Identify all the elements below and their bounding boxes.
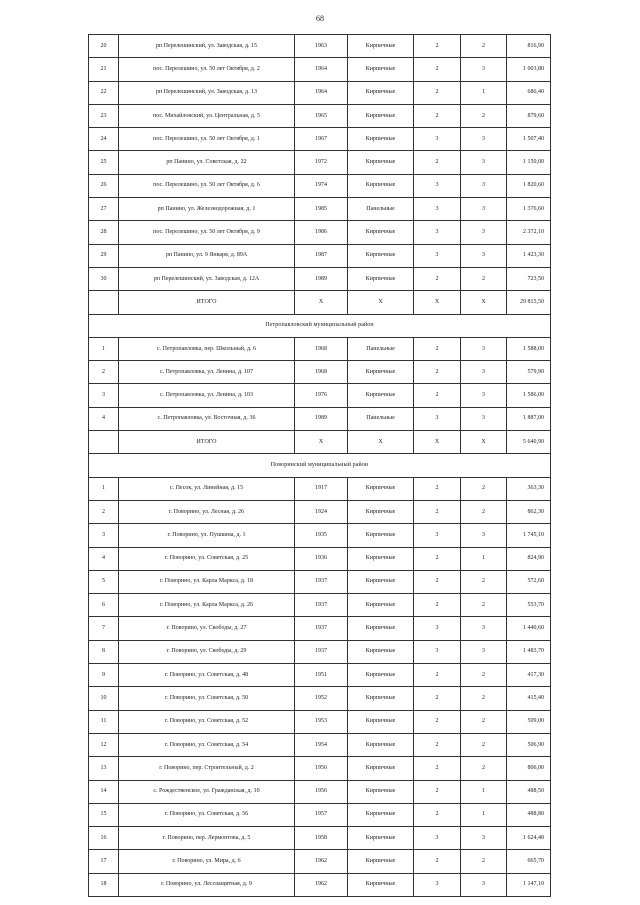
entrances-cell: 2 (461, 570, 507, 593)
entrances-cell: 2 (461, 687, 507, 710)
address-cell: с. Рождественское, ул. Гражданская, д. 10 (119, 780, 295, 803)
row-number-cell: 23 (89, 104, 119, 127)
address-cell: г. Поворино, ул. Советская, д. 25 (119, 547, 295, 570)
wall-material-cell: Кирпичные (348, 244, 414, 267)
row-number-cell: 16 (89, 827, 119, 850)
wall-material-cell: Кирпичные (348, 524, 414, 547)
year-built-cell: 1967 (295, 128, 348, 151)
entrances-cell: 3 (461, 827, 507, 850)
entrances-cell: 2 (461, 710, 507, 733)
entrances-cell: 3 (461, 617, 507, 640)
wall-material-cell: Кирпичные (348, 500, 414, 523)
table-row (89, 35, 551, 58)
year-built-cell: 1954 (295, 733, 348, 756)
floors-cell: 2 (414, 477, 461, 500)
address-cell: г. Поворино, ул. Свободы, д. 29 (119, 640, 295, 663)
entrances-cell: 3 (461, 337, 507, 360)
area-cell: 806,00 (507, 757, 551, 780)
section-header-row (89, 454, 551, 477)
floors-cell: 2 (414, 267, 461, 290)
address-cell: г. Поворино, ул. Мира, д. 6 (119, 850, 295, 873)
address-cell: г. Поворино, ул. Карла Маркса, д. 18 (119, 570, 295, 593)
year-built-cell: 1968 (295, 337, 348, 360)
floors-cell: 2 (414, 547, 461, 570)
entrances-cell: 3 (461, 198, 507, 221)
address-cell: пос. Михайловский, ул. Центральная, д. 5 (119, 104, 295, 127)
year-built-cell: 1953 (295, 710, 348, 733)
address-cell: рп Перелешинский, ул. Заводская, д. 15 (119, 35, 295, 58)
year-built-cell: 1985 (295, 198, 348, 221)
area-cell: 1 003,80 (507, 58, 551, 81)
area-cell: 1 586,00 (507, 384, 551, 407)
section-title: Петропавловский муниципальный район (89, 314, 551, 337)
entrances-cell: 2 (461, 664, 507, 687)
floors-cell: 2 (414, 780, 461, 803)
wall-material-cell: Кирпичные (348, 477, 414, 500)
year-built-cell: 1989 (295, 267, 348, 290)
table-row (89, 710, 551, 733)
total-area-cell: 5 640,90 (507, 431, 551, 454)
floors-cell: 3 (414, 407, 461, 430)
row-number-cell: 24 (89, 128, 119, 151)
entrances-cell: 2 (461, 267, 507, 290)
address-cell: с. Петропавловка, ул. Восточная, д. 36 (119, 407, 295, 430)
wall-material-cell: Кирпичные (348, 780, 414, 803)
year-built-cell: 1937 (295, 640, 348, 663)
floors-cell: 3 (414, 640, 461, 663)
row-number-cell: 26 (89, 174, 119, 197)
area-cell: 417,30 (507, 664, 551, 687)
floors-cell: 3 (414, 873, 461, 896)
total-label-cell: ИТОГО (119, 291, 295, 314)
year-built-cell: 1957 (295, 803, 348, 826)
table-row (89, 104, 551, 127)
row-number-cell: 2 (89, 500, 119, 523)
table-row (89, 547, 551, 570)
floors-cell: 2 (414, 35, 461, 58)
total-entrances-cell: X (461, 431, 507, 454)
area-cell: 1 147,10 (507, 873, 551, 896)
row-number-cell: 27 (89, 198, 119, 221)
address-cell: с. Петропавловка, ул. Ленина, д. 103 (119, 384, 295, 407)
area-cell: 509,00 (507, 710, 551, 733)
wall-material-cell: Кирпичные (348, 757, 414, 780)
row-number-cell: 14 (89, 780, 119, 803)
floors-cell: 3 (414, 174, 461, 197)
wall-material-cell: Кирпичные (348, 873, 414, 896)
address-cell: с. Петропавловка, ул. Ленина, д. 107 (119, 361, 295, 384)
wall-material-cell: Кирпичные (348, 687, 414, 710)
table-row (89, 58, 551, 81)
year-built-cell: 1963 (295, 35, 348, 58)
floors-cell: 3 (414, 617, 461, 640)
address-cell: г. Поворино, ул. Свободы, д. 27 (119, 617, 295, 640)
area-cell: 824,90 (507, 547, 551, 570)
entrances-cell: 3 (461, 151, 507, 174)
address-cell: пос. Перелешино, ул. 50 лет Октября, д. 2 (119, 58, 295, 81)
area-cell: 1 624,48 (507, 827, 551, 850)
table-row (89, 198, 551, 221)
address-cell: г. Поворино, ул. Карла Маркса, д. 26 (119, 594, 295, 617)
row-number-cell: 2 (89, 361, 119, 384)
year-built-cell: 1974 (295, 174, 348, 197)
year-built-cell: 1962 (295, 850, 348, 873)
table-row (89, 407, 551, 430)
address-cell: с. Петропавловка, пер. Школьный, д. 6 (119, 337, 295, 360)
year-built-cell: 1924 (295, 500, 348, 523)
section-title: Поворинский муниципальный район (89, 454, 551, 477)
area-cell: 572,60 (507, 570, 551, 593)
floors-cell: 2 (414, 361, 461, 384)
floors-cell: 2 (414, 500, 461, 523)
address-cell: рп Перелешинский, ул. Заводская, д. 13 (119, 81, 295, 104)
floors-cell: 3 (414, 244, 461, 267)
year-built-cell: 1937 (295, 570, 348, 593)
row-number-cell: 1 (89, 477, 119, 500)
wall-material-cell: Кирпичные (348, 174, 414, 197)
area-cell: 1 440,60 (507, 617, 551, 640)
row-number-cell: 6 (89, 594, 119, 617)
area-cell: 816,90 (507, 35, 551, 58)
row-number-cell: 21 (89, 58, 119, 81)
total-floors-cell: X (414, 291, 461, 314)
area-cell: 862,30 (507, 500, 551, 523)
entrances-cell: 1 (461, 547, 507, 570)
table-row (89, 524, 551, 547)
row-number-cell: 4 (89, 407, 119, 430)
floors-cell: 3 (414, 524, 461, 547)
floors-cell: 2 (414, 58, 461, 81)
entrances-cell: 1 (461, 803, 507, 826)
floors-cell: 2 (414, 710, 461, 733)
year-built-cell: 1937 (295, 594, 348, 617)
wall-material-cell: Панельные (348, 198, 414, 221)
year-built-cell: 1935 (295, 524, 348, 547)
address-cell: г. Поворино, ул. Лесозащитная, д. 9 (119, 873, 295, 896)
entrances-cell: 3 (461, 524, 507, 547)
year-built-cell: 1968 (295, 361, 348, 384)
row-number-cell: 13 (89, 757, 119, 780)
address-cell: г. Поворино, ул. Советская, д. 56 (119, 803, 295, 826)
table-body (89, 35, 551, 897)
table-row (89, 384, 551, 407)
table-row (89, 873, 551, 896)
floors-cell: 2 (414, 151, 461, 174)
area-cell: 1 150,00 (507, 151, 551, 174)
table-row (89, 361, 551, 384)
table-row (89, 594, 551, 617)
table-row (89, 570, 551, 593)
wall-material-cell: Кирпичные (348, 361, 414, 384)
table-row (89, 780, 551, 803)
area-cell: 579,90 (507, 361, 551, 384)
wall-material-cell: Кирпичные (348, 640, 414, 663)
year-built-cell: 1958 (295, 827, 348, 850)
section-header-row (89, 314, 551, 337)
wall-material-cell: Кирпичные (348, 710, 414, 733)
area-cell: 1 376,60 (507, 198, 551, 221)
entrances-cell: 3 (461, 384, 507, 407)
floors-cell: 3 (414, 198, 461, 221)
floors-cell: 2 (414, 757, 461, 780)
table-row (89, 617, 551, 640)
year-built-cell: 1972 (295, 151, 348, 174)
wall-material-cell: Кирпичные (348, 35, 414, 58)
entrances-cell: 2 (461, 477, 507, 500)
table-row (89, 477, 551, 500)
area-cell: 1 423,30 (507, 244, 551, 267)
wall-material-cell: Кирпичные (348, 850, 414, 873)
address-cell: рп Панино, ул. Советская, д. 22 (119, 151, 295, 174)
total-row (89, 431, 551, 454)
total-floors-cell: X (414, 431, 461, 454)
table-row (89, 803, 551, 826)
area-cell: 686,40 (507, 81, 551, 104)
row-number-cell: 12 (89, 733, 119, 756)
total-year-cell: X (295, 431, 348, 454)
total-year-cell: X (295, 291, 348, 314)
entrances-cell: 3 (461, 221, 507, 244)
year-built-cell: 1951 (295, 664, 348, 687)
address-cell: рп Перелешинский, ул. Заводская, д. 12А (119, 267, 295, 290)
entrances-cell: 1 (461, 780, 507, 803)
area-cell: 1 820,60 (507, 174, 551, 197)
wall-material-cell: Кирпичные (348, 58, 414, 81)
row-number-cell: 28 (89, 221, 119, 244)
address-cell: рп Панино, ул. 9 Января, д. 89А (119, 244, 295, 267)
wall-material-cell: Кирпичные (348, 221, 414, 244)
row-number-cell: 7 (89, 617, 119, 640)
address-cell: пос. Перелешино, ул. 50 лет Октября, д. 1 (119, 128, 295, 151)
row-number-cell: 17 (89, 850, 119, 873)
table-row (89, 757, 551, 780)
floors-cell: 3 (414, 128, 461, 151)
wall-material-cell: Кирпичные (348, 664, 414, 687)
row-number-cell: 5 (89, 570, 119, 593)
year-built-cell: 1937 (295, 617, 348, 640)
area-cell: 879,60 (507, 104, 551, 127)
area-cell: 1 745,10 (507, 524, 551, 547)
year-built-cell: 1962 (295, 873, 348, 896)
table-row (89, 687, 551, 710)
entrances-cell: 3 (461, 873, 507, 896)
table-row (89, 81, 551, 104)
floors-cell: 2 (414, 850, 461, 873)
total-row (89, 291, 551, 314)
table-row (89, 500, 551, 523)
area-cell: 665,70 (507, 850, 551, 873)
floors-cell: 2 (414, 104, 461, 127)
address-cell: г. Поворино, ул. Советская, д. 54 (119, 733, 295, 756)
entrances-cell: 2 (461, 733, 507, 756)
area-cell: 363,30 (507, 477, 551, 500)
row-number-cell: 8 (89, 640, 119, 663)
table-row (89, 850, 551, 873)
wall-material-cell: Кирпичные (348, 384, 414, 407)
table-row (89, 244, 551, 267)
address-cell: г. Поворино, ул. Советская, д. 52 (119, 710, 295, 733)
floors-cell: 2 (414, 803, 461, 826)
housing-registry-table (88, 34, 551, 897)
entrances-cell: 3 (461, 244, 507, 267)
year-built-cell: 1936 (295, 547, 348, 570)
total-label-cell: ИТОГО (119, 431, 295, 454)
row-number-cell: 30 (89, 267, 119, 290)
row-number-cell: 18 (89, 873, 119, 896)
floors-cell: 2 (414, 570, 461, 593)
table-row (89, 151, 551, 174)
floors-cell: 3 (414, 827, 461, 850)
floors-cell: 2 (414, 664, 461, 687)
address-cell: пос. Перелешино, ул. 50 лет Октября, д. 6 (119, 174, 295, 197)
area-cell: 415,40 (507, 687, 551, 710)
row-number-cell: 29 (89, 244, 119, 267)
row-number-cell: 25 (89, 151, 119, 174)
entrances-cell: 2 (461, 594, 507, 617)
row-number-cell: 11 (89, 710, 119, 733)
total-material-cell: X (348, 431, 414, 454)
entrances-cell: 2 (461, 104, 507, 127)
area-cell: 1 483,70 (507, 640, 551, 663)
year-built-cell: 1987 (295, 244, 348, 267)
table-row (89, 128, 551, 151)
wall-material-cell: Кирпичные (348, 267, 414, 290)
year-built-cell: 1956 (295, 757, 348, 780)
year-built-cell: 1964 (295, 58, 348, 81)
area-cell: 1 887,00 (507, 407, 551, 430)
address-cell: с. Песок, ул. Линейная, д. 15 (119, 477, 295, 500)
table-row (89, 337, 551, 360)
entrances-cell: 2 (461, 850, 507, 873)
wall-material-cell: Кирпичные (348, 547, 414, 570)
entrances-cell: 3 (461, 407, 507, 430)
total-material-cell: X (348, 291, 414, 314)
wall-material-cell: Кирпичные (348, 733, 414, 756)
year-built-cell: 1989 (295, 407, 348, 430)
wall-material-cell: Кирпичные (348, 617, 414, 640)
row-number-cell: 10 (89, 687, 119, 710)
entrances-cell: 1 (461, 81, 507, 104)
year-built-cell: 1952 (295, 687, 348, 710)
row-number-cell: 1 (89, 337, 119, 360)
wall-material-cell: Панельные (348, 337, 414, 360)
wall-material-cell: Кирпичные (348, 594, 414, 617)
floors-cell: 2 (414, 81, 461, 104)
table-row (89, 267, 551, 290)
wall-material-cell: Кирпичные (348, 104, 414, 127)
area-cell: 2 372,10 (507, 221, 551, 244)
year-built-cell: 1965 (295, 104, 348, 127)
entrances-cell: 3 (461, 361, 507, 384)
table-row (89, 733, 551, 756)
address-cell: г. Поворино, ул. Советская, д. 48 (119, 664, 295, 687)
total-num-cell (89, 431, 119, 454)
floors-cell: 2 (414, 384, 461, 407)
entrances-cell: 3 (461, 174, 507, 197)
year-built-cell: 1986 (295, 221, 348, 244)
area-cell: 506,90 (507, 733, 551, 756)
wall-material-cell: Кирпичные (348, 827, 414, 850)
entrances-cell: 3 (461, 58, 507, 81)
floors-cell: 2 (414, 594, 461, 617)
wall-material-cell: Кирпичные (348, 128, 414, 151)
year-built-cell: 1956 (295, 780, 348, 803)
entrances-cell: 2 (461, 757, 507, 780)
address-cell: г. Поворино, ул. Пушкина, д. 1 (119, 524, 295, 547)
total-entrances-cell: X (461, 291, 507, 314)
row-number-cell: 4 (89, 547, 119, 570)
floors-cell: 3 (414, 221, 461, 244)
row-number-cell: 22 (89, 81, 119, 104)
year-built-cell: 1917 (295, 477, 348, 500)
table-row (89, 640, 551, 663)
address-cell: г. Поворино, пер. Строительный, д. 2 (119, 757, 295, 780)
row-number-cell: 3 (89, 524, 119, 547)
area-cell: 1 588,00 (507, 337, 551, 360)
area-cell: 488,80 (507, 803, 551, 826)
address-cell: г. Поворино, ул. Советская, д. 50 (119, 687, 295, 710)
row-number-cell: 15 (89, 803, 119, 826)
entrances-cell: 2 (461, 35, 507, 58)
area-cell: 723,50 (507, 267, 551, 290)
address-cell: г. Поворино, пер. Лермонтова, д. 5 (119, 827, 295, 850)
wall-material-cell: Кирпичные (348, 81, 414, 104)
entrances-cell: 3 (461, 128, 507, 151)
table-row (89, 221, 551, 244)
address-cell: рп Панино, ул. Железнодорожная, д. 1 (119, 198, 295, 221)
row-number-cell: 20 (89, 35, 119, 58)
year-built-cell: 1964 (295, 81, 348, 104)
wall-material-cell: Кирпичные (348, 151, 414, 174)
row-number-cell: 9 (89, 664, 119, 687)
entrances-cell: 2 (461, 500, 507, 523)
area-cell: 553,70 (507, 594, 551, 617)
area-cell: 488,50 (507, 780, 551, 803)
address-cell: пос. Перелешино, ул. 50 лет Октября, д. 9 (119, 221, 295, 244)
table-row (89, 827, 551, 850)
floors-cell: 2 (414, 733, 461, 756)
address-cell: г. Поворино, ул. Лесная, д. 26 (119, 500, 295, 523)
total-area-cell: 29 815,50 (507, 291, 551, 314)
floors-cell: 2 (414, 687, 461, 710)
total-num-cell (89, 291, 119, 314)
wall-material-cell: Кирпичные (348, 803, 414, 826)
area-cell: 1 507,40 (507, 128, 551, 151)
wall-material-cell: Кирпичные (348, 570, 414, 593)
table-row (89, 174, 551, 197)
row-number-cell: 3 (89, 384, 119, 407)
floors-cell: 2 (414, 337, 461, 360)
entrances-cell: 3 (461, 640, 507, 663)
page-number: 68 (316, 14, 324, 23)
wall-material-cell: Панельные (348, 407, 414, 430)
year-built-cell: 1976 (295, 384, 348, 407)
table-row (89, 664, 551, 687)
